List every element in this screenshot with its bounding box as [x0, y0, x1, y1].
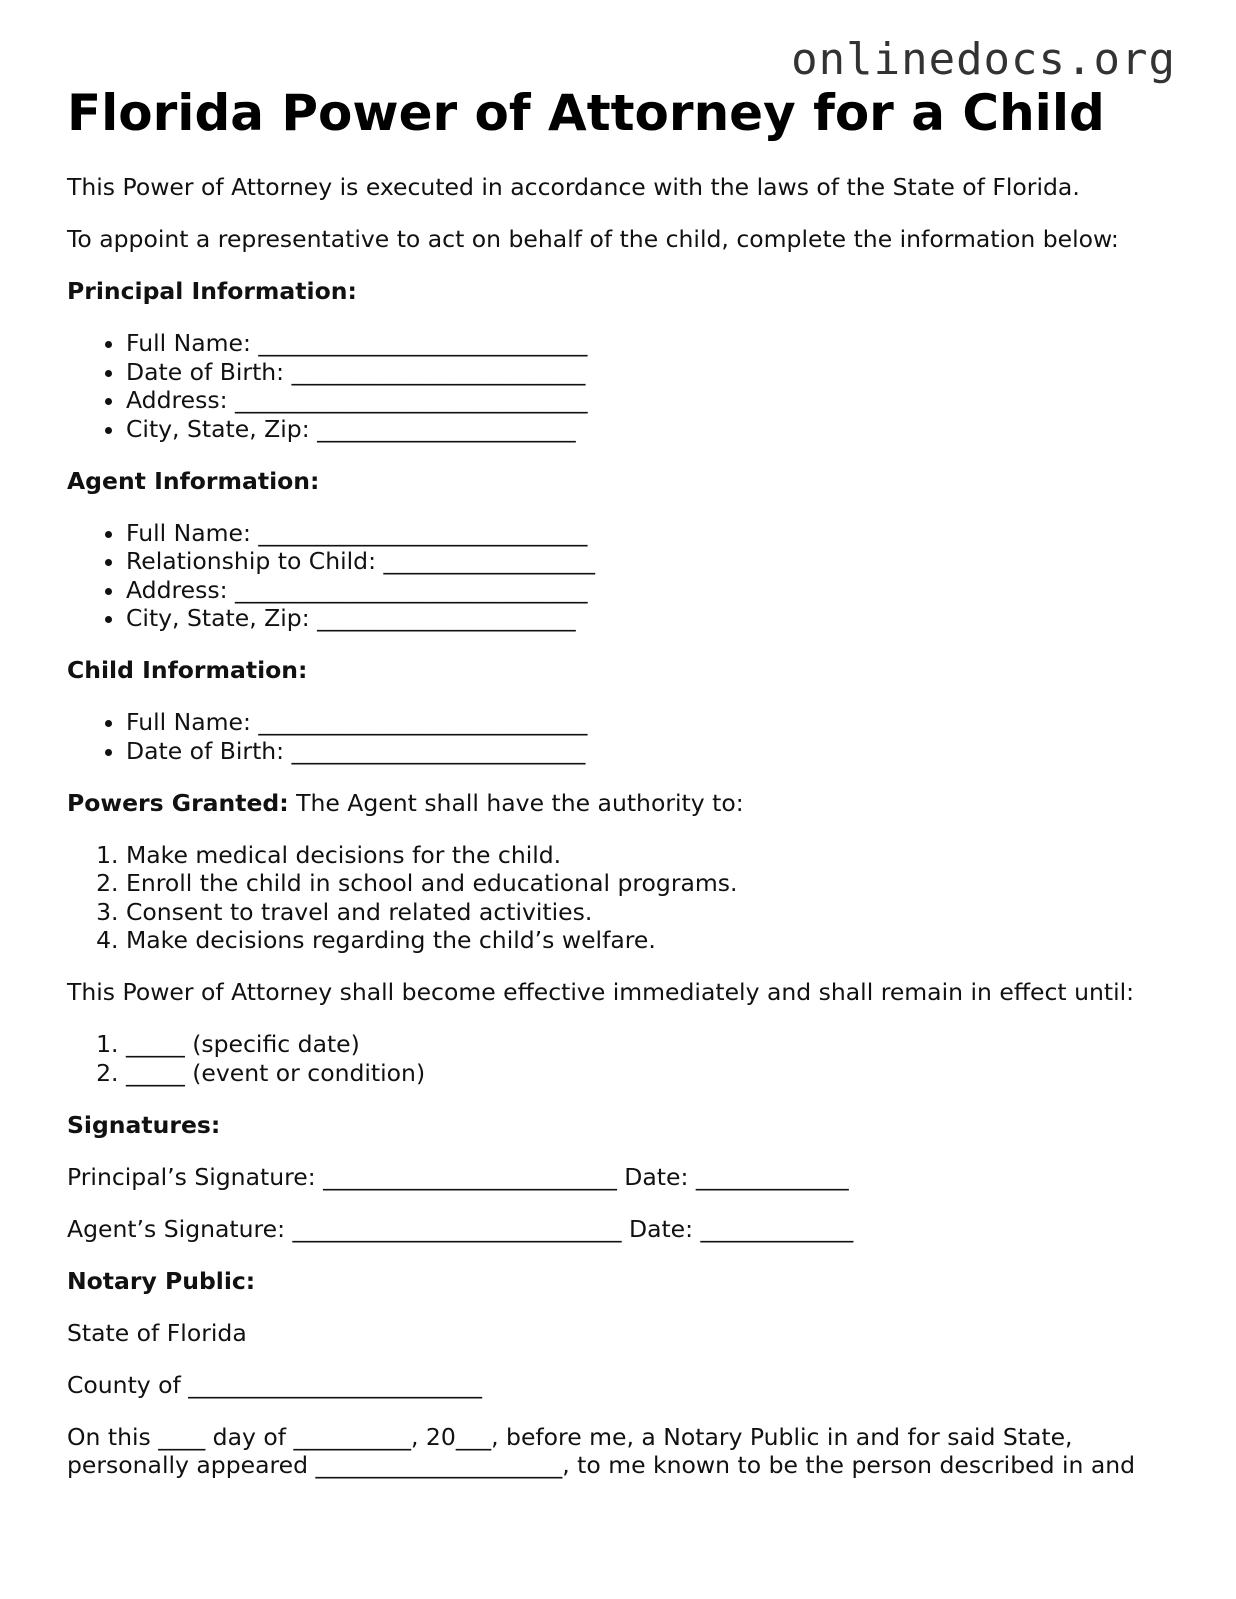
agent-heading: Agent Information:	[67, 466, 320, 495]
effective-paragraph: This Power of Attorney shall become effective immediately and shall remain in effect until:	[67, 978, 1135, 1006]
principal-date-of-birth-field: • Date of Birth: _________________________	[126, 358, 1177, 387]
child-heading: Child Information:	[67, 656, 308, 684]
powers-granted-text: The Agent shall have the authority to:	[288, 788, 744, 817]
notary-county-line: County of _________________________	[67, 1370, 483, 1399]
intro-paragraph-1: This Power of Attorney is executed in accordance with the laws of the State of Florida.	[67, 173, 1080, 201]
agent-address-field: • Address: ______________________________	[126, 576, 1177, 605]
principal-signature-line: Principal’s Signature: _________________________ Date: _____________	[67, 1162, 849, 1191]
powers-granted-paragraph	[67, 789, 1177, 818]
effective-date-option: 1. _____ (specific date)	[126, 1030, 1177, 1059]
principal-city-state-zip-field: • City, State, Zip: ______________________	[126, 415, 1177, 444]
powers-list	[67, 841, 1177, 955]
signatures-heading: Signatures:	[67, 1110, 221, 1139]
child-date-of-birth-field: • Date of Birth: _________________________	[126, 737, 1177, 766]
document-page	[67, 82, 1177, 1503]
power-item: 4. Make decisions regarding the child’s welfare.	[126, 926, 1177, 955]
agent-full-name-field: • Full Name: ____________________________	[126, 519, 1177, 548]
watermark-logo: onlinedocs.org	[791, 34, 1176, 85]
notary-statement: On this ____ day of __________, 20___, before me, a Notary Public in and for said State, personally appeared _____________________, to me known to be the person described in and	[67, 1422, 1136, 1479]
intro-paragraph-2: To appoint a representative to act on behalf of the child, complete the information below:	[67, 225, 1119, 253]
power-item: 2. Enroll the child in school and educational programs.	[126, 869, 1177, 898]
notary-heading: Notary Public:	[67, 1266, 256, 1295]
agent-fields-list	[67, 519, 1177, 633]
power-item: 3. Consent to travel and related activities.	[126, 898, 1177, 927]
page-title: Florida Power of Attorney for a Child	[67, 84, 1105, 142]
powers-granted-label: Powers Granted:	[67, 788, 289, 817]
notary-state: State of Florida	[67, 1318, 247, 1347]
principal-address-field: • Address: ______________________________	[126, 386, 1177, 415]
effective-event-option: 2. _____ (event or condition)	[126, 1059, 1177, 1088]
principal-full-name-field: • Full Name: ____________________________	[126, 329, 1177, 358]
principal-heading: Principal Information:	[67, 277, 357, 305]
agent-signature-line: Agent’s Signature: ____________________________ Date: _____________	[67, 1214, 854, 1243]
child-full-name-field: • Full Name: ____________________________	[126, 708, 1177, 737]
child-fields-list	[67, 708, 1177, 765]
power-item: 1. Make medical decisions for the child.	[126, 841, 1177, 870]
principal-fields-list	[67, 329, 1177, 443]
agent-city-state-zip-field: • City, State, Zip: ______________________	[126, 604, 1177, 633]
agent-relationship-field: • Relationship to Child: __________________	[126, 547, 1177, 576]
effective-list	[67, 1030, 1177, 1087]
